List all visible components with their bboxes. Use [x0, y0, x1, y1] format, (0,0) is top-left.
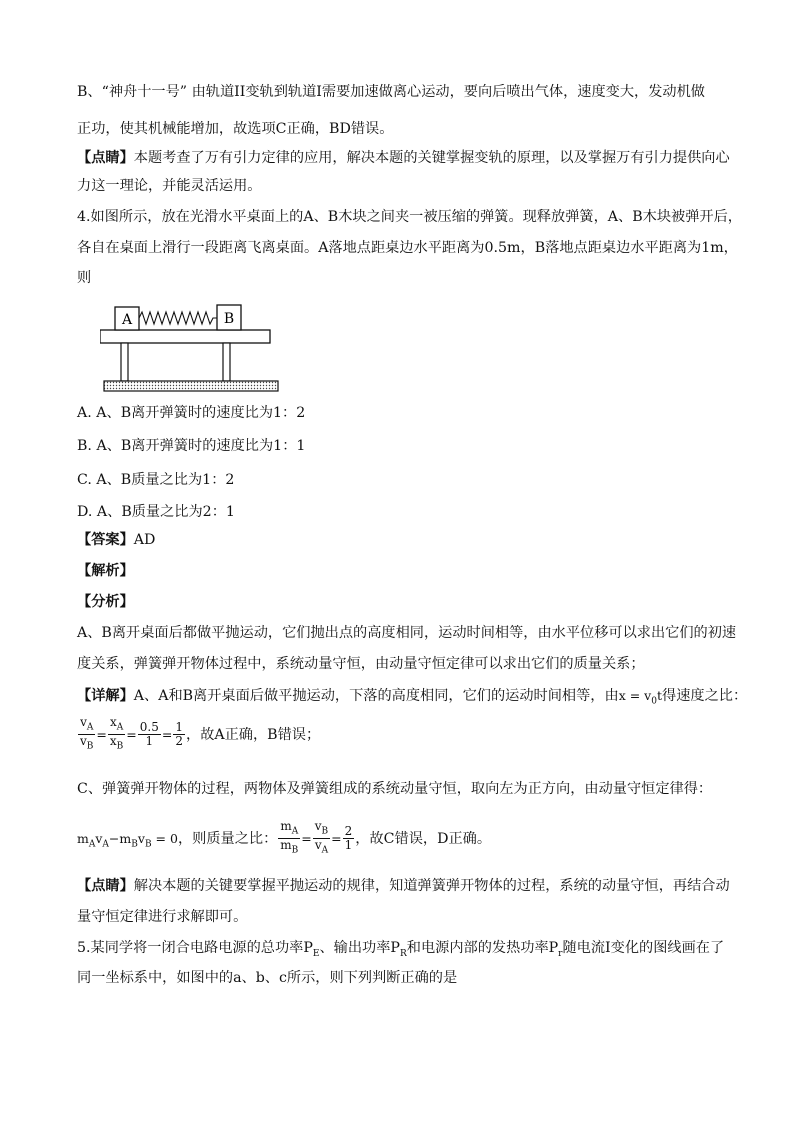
answer-text: AD [133, 532, 156, 548]
analysis-heading: 【解析】 [77, 563, 134, 579]
fraction-ma-mb: $\frac{m_A}{m_B}$ [280, 819, 299, 856]
equation-line-2: $m_Av_A-m_Bv_B = 0$，则质量之比： $\frac{m_A}{m_B}$ = $\frac{v_B}{v_A}$ = $\frac{2}{1}$ ，故C错误，D正确。 [77, 819, 492, 856]
answer-line [77, 530, 155, 550]
ground [104, 381, 278, 391]
comment-text: 本题考查了万有引力定律的应用，解决本题的关键掌握变轨的原理，以及掌握万有引力提供向心 [133, 150, 730, 166]
comment-tag: 【点睛】 [77, 150, 134, 166]
question-line: 各自在桌面上滑行一段距离飞离桌面。A落地点距桌边水平距离为0.5m，B落地点距桌边水平距离为1m， [77, 240, 738, 256]
detail-text-end: 得速度之比： [662, 688, 748, 704]
text-line: 度关系，弹簧弹开物体过程中，系统动量守恒，由动量守恒定律可以求出它们的质量关系； [77, 656, 645, 672]
answer-tag: 【答案】 [77, 532, 134, 548]
equation-2-mid: ，则质量之比： [177, 830, 278, 847]
fenxi-heading: 【分析】 [77, 594, 134, 610]
table-leg-left [121, 343, 128, 381]
table-leg-right [223, 343, 230, 381]
option-d: D. A、B质量之比为2：1 [77, 504, 235, 520]
fraction-vb-va: $\frac{v_B}{v_A}$ [314, 819, 329, 856]
text-line: 力这一理论，并能灵活运用。 [77, 178, 262, 194]
spring [139, 312, 217, 324]
comment-text: 解决本题的关键要掌握平抛运动的规律，知道弹簧弹开物体的过程，系统的动量守恒，再结合动 [133, 878, 730, 894]
equation-1-text: ，故A正确，B错误； [186, 726, 321, 743]
table-top [100, 330, 270, 343]
comment-line [77, 148, 730, 168]
formula-x-v0t: $x = v_0t$ [618, 688, 662, 707]
comment-tag: 【点睛】 [77, 878, 134, 894]
question-5-line: 5.某同学将一闭合电路电源的总功率$P_E$、输出功率$P_R$和电源内部的发热功率$P_r$随电流I变化的图线画在了 [77, 940, 725, 959]
fraction-va-vb: $\frac{v_A}{v_B}$ [80, 715, 94, 752]
momentum-equation: $m_Av_A-m_Bv_B = 0$ [77, 830, 178, 850]
equation-line-1: $\frac{v_A}{v_B}$ = $\frac{x_A}{x_B}$ = $\frac{0.5}{1}$ = $\frac{1}{2}$ ，故A正确，B错误； [80, 715, 321, 752]
text-line: B、“神舟十一号” 由轨道II变轨到轨道I需要加速做离心运动，要向后喷出气体，速度变大，发动机做 [77, 84, 705, 100]
block-b-label: B [223, 311, 235, 327]
question-line: 则 [77, 270, 92, 286]
text-line: 正功，使其机械能增加，故选项C正确，BD错误。 [77, 121, 394, 137]
option-c: C. A、B质量之比为1：2 [77, 472, 235, 488]
question-5-line-2: 同一坐标系中，如图中的a、b、c所示，则下列判断正确的是 [77, 970, 458, 986]
fraction-mass-result: $\frac{2}{1}$ [344, 824, 353, 853]
comment-line [77, 876, 730, 896]
text-line: A、B离开桌面后都做平抛运动，它们抛出点的高度相同，运动时间相等，由水平位移可以求出它们的初速 [77, 625, 737, 641]
option-b: B. A、B离开弹簧时的速度比为1：1 [77, 438, 306, 454]
fraction-xa-xb: $\frac{x_A}{x_B}$ [109, 715, 124, 752]
detail-tag: 【详解】 [77, 688, 134, 704]
spring-blocks-figure [100, 303, 280, 395]
question-line: 4.如图所示，放在光滑水平桌面上的A、B木块之间夹一被压缩的弹簧。现释放弹簧，A、B木块被弹开后， [77, 209, 742, 225]
equation-2-text: ，故C错误，D正确。 [355, 830, 492, 847]
detail-text: A、A和B离开桌面后做平抛运动，下落的高度相同，它们的运动时间相等，由 [133, 688, 619, 704]
fraction-half: $\frac{0.5}{1}$ [139, 720, 159, 749]
block-a-label: A [121, 312, 133, 328]
option-a: A. A、B离开弹簧时的速度比为1：2 [77, 405, 306, 421]
text-line: C、弹簧弹开物体的过程，两物体及弹簧组成的系统动量守恒，取向左为正方向，由动量守恒定律得： [77, 781, 713, 797]
text-line: 量守恒定律进行求解即可。 [77, 909, 248, 925]
detail-line [77, 686, 747, 712]
fraction-result: $\frac{1}{2}$ [175, 720, 183, 749]
